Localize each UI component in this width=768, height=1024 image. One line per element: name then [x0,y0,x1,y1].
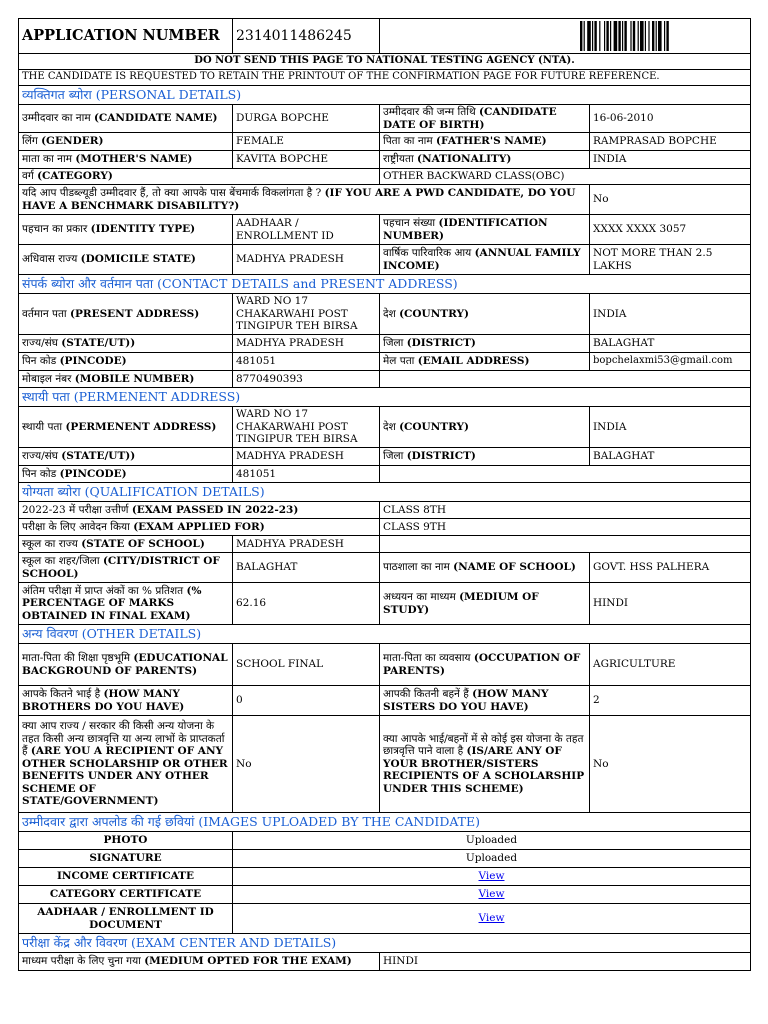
table-row [19,151,751,169]
table-row [19,169,751,185]
exam-medium-label: माध्यम परीक्षा के लिए चुना गया (MEDIUM OPTED FOR THE EXAM) [19,953,380,971]
domicile-state-label: अधिवास राज्य (DOMICILE STATE) [19,245,233,275]
parents-education-value: SCHOOL FINAL [233,644,380,686]
table-row [19,953,751,971]
table-row [19,868,751,886]
sisters-value: 2 [590,686,751,716]
barcode-icon [580,21,695,51]
notice-row [19,70,751,86]
photo-label: PHOTO [19,832,233,850]
do-not-send-notice: DO NOT SEND THIS PAGE TO NATIONAL TESTING AGENCY (NTA). [19,54,751,70]
brothers-value: 0 [233,686,380,716]
brothers-label: आपके कितने भाई है (HOW MANY BROTHERS DO YOU HAVE) [19,686,233,716]
sibling-scholarship-label: क्या आपके भाई/बहनों में से कोई इस योजना के तहत छात्रवृत्ति पाने वाला है (IS/ARE ANY OF YOUR BROTHER/SISTERS RECIPIENTS OF A SCHOLARSHIP UNDER THIS SCHEME) [380,716,590,813]
identification-number-value: XXXX XXXX 3057 [590,215,751,245]
contact-details-heading: संपर्क ब्योरा और वर्तमान पता (CONTACT DETAILS and PRESENT ADDRESS) [19,275,751,294]
table-row [19,466,751,483]
table-row [19,294,751,335]
table-row [19,553,751,583]
permanent-address-value: WARD NO 17 CHAKARWAHI POST TINGIPUR TEH BIRSA [233,407,380,448]
link-cell [233,886,751,904]
country-label: देश (COUNTRY) [380,407,590,448]
district-value: BALAGHAT [590,335,751,353]
country-value: INDIA [590,294,751,335]
application-number-label: APPLICATION NUMBER [19,19,233,54]
exam-passed-value: CLASS 8TH [380,502,751,519]
barcode-cell [380,19,751,54]
table-row [19,105,751,133]
table-row [19,133,751,151]
email-value: bopchelaxmi53@gmail.com [590,353,751,371]
empty-cell [380,466,751,483]
category-label: वर्ग (CATEGORY) [19,169,380,185]
table-row [19,371,751,388]
table-row [19,335,751,353]
parents-occupation-label: माता-पिता का व्यवसाय (OCCUPATION OF PARENTS) [380,644,590,686]
present-address-label: वर्तमान पता (PRESENT ADDRESS) [19,294,233,335]
sisters-label: आपकी कितनी बहनें हैं (HOW MANY SISTERS DO YOU HAVE) [380,686,590,716]
nationality-value: INDIA [590,151,751,169]
qualification-details-heading: योग्यता ब्योरा (QUALIFICATION DETAILS) [19,483,751,502]
identification-number-label: पहचान संख्या (IDENTIFICATION NUMBER) [380,215,590,245]
table-row [19,215,751,245]
application-number-row [19,19,751,54]
pincode-value: 481051 [233,353,380,371]
school-state-value: MADHYA PRADESH [233,536,380,553]
permanent-address-label: स्थायी पता (PERMENENT ADDRESS) [19,407,233,448]
identity-type-label: पहचान का प्रकार (IDENTITY TYPE) [19,215,233,245]
table-row [19,583,751,625]
school-city-label: स्कूल का शहर/जिला (CITY/DISTRICT OF SCHOOL) [19,553,233,583]
disability-label: यदि आप पीडब्ल्यूडी उम्मीदवार हैं, तो क्या आपके पास बेंचमार्क विकलांगता है ? (IF YOU ARE A PWD CANDIDATE, DO YOU HAVE A BENCHMARK DISABILITY?) [19,185,590,215]
annual-income-value: NOT MORE THAN 2.5 LAKHS [590,245,751,275]
table-row [19,644,751,686]
state-value: MADHYA PRADESH [233,335,380,353]
exam-center-heading: परीक्षा केंद्र और विवरण (EXAM CENTER AND DETAILS) [19,934,751,953]
retain-printout-notice: THE CANDIDATE IS REQUESTED TO RETAIN THE PRINTOUT OF THE CONFIRMATION PAGE FOR FUTURE REFERENCE. [19,70,751,86]
exam-passed-label: 2022-23 में परीक्षा उत्तीर्ण (EXAM PASSED IN 2022-23) [19,502,380,519]
signature-status: Uploaded [233,850,751,868]
district-label: जिला (DISTRICT) [380,335,590,353]
images-uploaded-heading: उम्मीदवार द्वारा अपलोड की गई छवियां (IMAGES UPLOADED BY THE CANDIDATE) [19,813,751,832]
gender-label: लिंग (GENDER) [19,133,233,151]
scholarship-label: क्या आप राज्य / सरकार की किसी अन्य योजना के तहत किसी अन्य छात्रवृत्ति या अन्य लाभों के प्राप्तकर्ता हैं (ARE YOU A RECIPIENT OF ANY OTHER SCHOLARSHIP OR OTHER BENEFITS UNDER ANY OTHER SCHEME OF STATE/GOVERNMENT) [19,716,233,813]
marks-percentage-label: अंतिम परीक्षा में प्राप्त अंकों का % प्रतिशत (% PERCENTAGE OF MARKS OBTAINED IN FINAL EXAM) [19,583,233,625]
present-address-value: WARD NO 17 CHAKARWAHI POST TINGIPUR TEH BIRSA [233,294,380,335]
mobile-label: मोबाइल नंबर (MOBILE NUMBER) [19,371,233,388]
category-certificate-view-link[interactable]: View [478,888,505,901]
scholarship-value: No [233,716,380,813]
application-number-value: 2314011486245 [233,19,380,54]
table-row [19,904,751,934]
other-details-heading: अन्य विवरण (OTHER DETAILS) [19,625,751,644]
mother-name-label: माता का नाम (MOTHER'S NAME) [19,151,233,169]
link-cell [233,868,751,886]
link-cell [233,904,751,934]
category-value: OTHER BACKWARD CLASS(OBC) [380,169,751,185]
empty-cell [380,371,751,388]
father-name-value: RAMPRASAD BOPCHE [590,133,751,151]
country-value: INDIA [590,407,751,448]
email-label: मेल पता (EMAIL ADDRESS) [380,353,590,371]
pincode-label: पिन कोड (PINCODE) [19,466,233,483]
identity-type-value: AADHAAR / ENROLLMENT ID [233,215,380,245]
district-value: BALAGHAT [590,448,751,466]
gender-value: FEMALE [233,133,380,151]
table-row [19,536,751,553]
table-row [19,886,751,904]
domicile-state-value: MADHYA PRADESH [233,245,380,275]
state-value: MADHYA PRADESH [233,448,380,466]
category-certificate-label: CATEGORY CERTIFICATE [19,886,233,904]
annual-income-label: वार्षिक पारिवारिक आय (ANNUAL FAMILY INCOME) [380,245,590,275]
table-row [19,245,751,275]
confirmation-page [18,18,750,971]
pincode-value: 481051 [233,466,380,483]
school-city-value: BALAGHAT [233,553,380,583]
school-state-label: स्कूल का राज्य (STATE OF SCHOOL) [19,536,233,553]
nationality-label: राष्ट्रीयता (NATIONALITY) [380,151,590,169]
notice-row [19,54,751,70]
income-certificate-label: INCOME CERTIFICATE [19,868,233,886]
table-row [19,502,751,519]
table-row [19,832,751,850]
dob-label: उम्मीदवार की जन्म तिथि (CANDIDATE DATE OF BIRTH) [380,105,590,133]
table-row [19,850,751,868]
sibling-scholarship-value: No [590,716,751,813]
permanent-address-heading: स्थायी पता (PERMENENT ADDRESS) [19,388,751,407]
disability-value: No [590,185,751,215]
table-row [19,448,751,466]
parents-education-label: माता-पिता की शिक्षा पृष्ठभूमि (EDUCATIONAL BACKGROUND OF PARENTS) [19,644,233,686]
income-certificate-view-link[interactable]: View [478,870,505,883]
state-label: राज्य/संघ (STATE/UT)) [19,448,233,466]
table-row [19,716,751,813]
dob-value: 16-06-2010 [590,105,751,133]
table-row [19,185,751,215]
school-name-value: GOVT. HSS PALHERA [590,553,751,583]
candidate-name-label: उम्मीदवार का नाम (CANDIDATE NAME) [19,105,233,133]
district-label: जिला (DISTRICT) [380,448,590,466]
father-name-label: पिता का नाम (FATHER'S NAME) [380,133,590,151]
table-row [19,686,751,716]
table-row [19,519,751,536]
school-name-label: पाठशाला का नाम (NAME OF SCHOOL) [380,553,590,583]
candidate-name-value: DURGA BOPCHE [233,105,380,133]
aadhaar-document-view-link[interactable]: View [478,912,505,925]
study-medium-value: HINDI [590,583,751,625]
mobile-value: 8770490393 [233,371,380,388]
application-table [18,18,751,971]
empty-cell [380,536,751,553]
exam-applied-label: परीक्षा के लिए आवेदन किया (EXAM APPLIED FOR) [19,519,380,536]
mother-name-value: KAVITA BOPCHE [233,151,380,169]
signature-label: SIGNATURE [19,850,233,868]
table-row [19,353,751,371]
personal-details-heading: व्यक्तिगत ब्योरा (PERSONAL DETAILS) [19,86,751,105]
exam-medium-value: HINDI [380,953,751,971]
study-medium-label: अध्ययन का माध्यम (MEDIUM OF STUDY) [380,583,590,625]
pincode-label: पिन कोड (PINCODE) [19,353,233,371]
state-label: राज्य/संघ (STATE/UT)) [19,335,233,353]
aadhaar-document-label: AADHAAR / ENROLLMENT ID DOCUMENT [19,904,233,934]
marks-percentage-value: 62.16 [233,583,380,625]
exam-applied-value: CLASS 9TH [380,519,751,536]
country-label: देश (COUNTRY) [380,294,590,335]
parents-occupation-value: AGRICULTURE [590,644,751,686]
photo-status: Uploaded [233,832,751,850]
table-row [19,407,751,448]
